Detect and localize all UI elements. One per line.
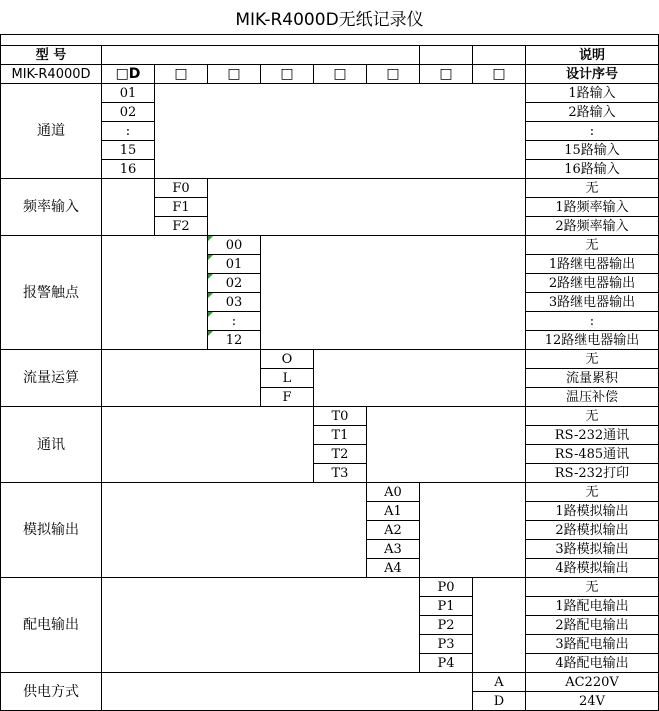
option-description: 1路继电器输出 <box>526 255 659 274</box>
option-code: 02 <box>208 274 261 293</box>
option-description: 3路配电输出 <box>526 635 659 654</box>
option-description: 无 <box>526 483 659 502</box>
option-code: D <box>473 692 526 711</box>
option-box: □ <box>208 65 261 84</box>
section-name: 频率输入 <box>0 179 102 236</box>
option-code: 15 <box>102 141 155 160</box>
section-name: 配电输出 <box>0 578 102 673</box>
option-code: F0 <box>155 179 208 198</box>
section-name: 供电方式 <box>0 673 102 711</box>
section-name: 报警触点 <box>0 236 102 350</box>
blank-area <box>102 407 314 483</box>
option-code: 01 <box>102 84 155 103</box>
option-description: 无 <box>526 407 659 426</box>
model-value: MIK-R4000D <box>0 65 102 84</box>
option-description: 24V <box>526 692 659 711</box>
option-description: 16路输入 <box>526 160 659 179</box>
option-code: P0 <box>420 578 473 597</box>
option-box: □ <box>261 65 314 84</box>
blank-area <box>208 179 526 236</box>
option-box: □D <box>102 65 155 84</box>
option-code: 03 <box>208 293 261 312</box>
option-description: 1路配电输出 <box>526 597 659 616</box>
option-description: 2路输入 <box>526 103 659 122</box>
option-code: P3 <box>420 635 473 654</box>
option-box: □ <box>420 65 473 84</box>
header-blank <box>420 46 473 65</box>
blank-area <box>102 673 473 711</box>
option-code: O <box>261 350 314 369</box>
option-code: P4 <box>420 654 473 673</box>
model-label: 型 号 <box>0 46 102 65</box>
option-description: 流量累积 <box>526 369 659 388</box>
option-description: 2路模拟输出 <box>526 521 659 540</box>
option-description: 15路输入 <box>526 141 659 160</box>
option-code: A4 <box>367 559 420 578</box>
header-blank <box>102 46 420 65</box>
option-box: □ <box>473 65 526 84</box>
page-title: MIK-R4000D无纸记录仪 <box>0 0 659 35</box>
section-name: 通讯 <box>0 407 102 483</box>
option-description: 12路继电器输出 <box>526 331 659 350</box>
option-description: : <box>526 312 659 331</box>
option-description: AC220V <box>526 673 659 692</box>
option-code: T0 <box>314 407 367 426</box>
blank-area <box>155 84 526 179</box>
option-description: RS-485通讯 <box>526 445 659 464</box>
blank-area <box>420 483 526 578</box>
option-description: 4路模拟输出 <box>526 559 659 578</box>
option-code: F1 <box>155 198 208 217</box>
section-name: 流量运算 <box>0 350 102 407</box>
option-code: T2 <box>314 445 367 464</box>
option-description: 无 <box>526 350 659 369</box>
option-description: : <box>526 122 659 141</box>
blank-area <box>314 350 526 407</box>
blank-area <box>102 483 367 578</box>
title-spacer-row <box>0 35 659 46</box>
option-code: F2 <box>155 217 208 236</box>
option-code: 01 <box>208 255 261 274</box>
option-code: T1 <box>314 426 367 445</box>
option-description: 1路频率输入 <box>526 198 659 217</box>
section-name: 通道 <box>0 84 102 179</box>
blank-area <box>261 236 526 350</box>
option-code: A2 <box>367 521 420 540</box>
header-blank <box>473 46 526 65</box>
option-code: : <box>102 122 155 141</box>
option-code: 00 <box>208 236 261 255</box>
option-code: A3 <box>367 540 420 559</box>
option-description: 2路配电输出 <box>526 616 659 635</box>
blank-area <box>102 578 420 673</box>
option-description: RS-232通讯 <box>526 426 659 445</box>
option-description: RS-232打印 <box>526 464 659 483</box>
option-code: P2 <box>420 616 473 635</box>
option-code: F <box>261 388 314 407</box>
option-box: □ <box>314 65 367 84</box>
option-description: 2路继电器输出 <box>526 274 659 293</box>
option-code: 02 <box>102 103 155 122</box>
option-description: 4路配电输出 <box>526 654 659 673</box>
option-description: 无 <box>526 179 659 198</box>
option-code: L <box>261 369 314 388</box>
option-code: A0 <box>367 483 420 502</box>
option-box: □ <box>155 65 208 84</box>
option-box: □ <box>367 65 420 84</box>
option-description: 3路继电器输出 <box>526 293 659 312</box>
blank-area <box>367 407 526 483</box>
option-description: 2路频率输入 <box>526 217 659 236</box>
option-code: 16 <box>102 160 155 179</box>
option-description: 1路模拟输出 <box>526 502 659 521</box>
option-description: 无 <box>526 578 659 597</box>
option-code: P1 <box>420 597 473 616</box>
option-code: 12 <box>208 331 261 350</box>
option-description: 3路模拟输出 <box>526 540 659 559</box>
blank-area <box>102 350 261 407</box>
blank-area <box>102 179 155 236</box>
description-label: 说明 <box>526 46 659 65</box>
design-seq-label: 设计序号 <box>526 65 659 84</box>
option-code: : <box>208 312 261 331</box>
blank-area <box>102 236 208 350</box>
option-description: 温压补偿 <box>526 388 659 407</box>
blank-area <box>473 578 526 673</box>
option-description: 1路输入 <box>526 84 659 103</box>
option-description: 无 <box>526 236 659 255</box>
section-name: 模拟输出 <box>0 483 102 578</box>
option-code: A <box>473 673 526 692</box>
option-code: A1 <box>367 502 420 521</box>
option-code: T3 <box>314 464 367 483</box>
